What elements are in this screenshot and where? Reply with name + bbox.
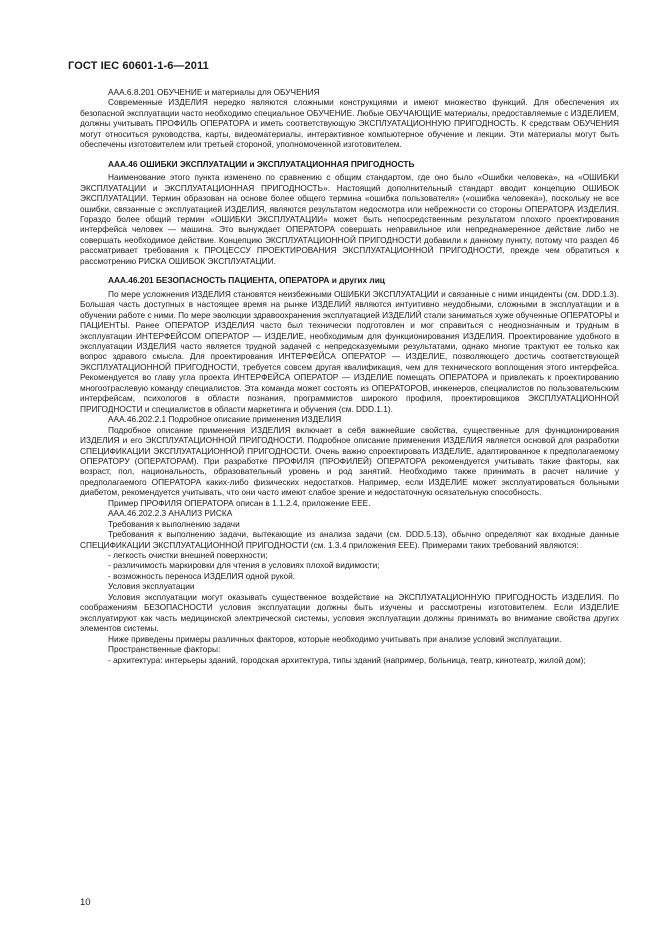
subheading: Требования к выполнению задачи	[108, 518, 240, 529]
subheading: Условия эксплуатации	[108, 581, 195, 592]
paragraph: Подробное описание применения ИЗДЕЛИЯ включает в себя важнейшие свойства, существенные для функционирования ИЗДЕЛИЯ и его ЭКСПЛУАТАЦИОННОЙ ПРИГОДНОСТИ. Подробное описание применения ИЗДЕЛИЯ является основой для разработки СПЕЦИФИКАЦИИ ЭКСПЛУАТАЦИОННОЙ ПРИГОДНОСТИ. Очень важно спроектировать ИЗДЕЛИЕ, адаптированное к предполагаемому ОПЕРАТОРУ (ОПЕРАТОРАМ). При разработке ПРОФИЛЯ (ПРОФИЛЕЙ) ОПЕРАТОРА рекомендуется учитывать такие факторы, как возраст, пол, национальность, образовательный уровень и род занятий. Необходимо также принимать в расчет наличие у предполагаемого ОПЕРАТОРА каких-либо физических недостатков. Например, если ИЗДЕЛИЕ может эксплуатироваться больными диабетом, рекомендуется учитывать, что они часто имеют слабое зрение и недостаточную осязательную способность.	[80, 424, 619, 498]
list-item: - легкость очистки внешней поверхности;	[108, 550, 268, 561]
paragraph: Наименование этого пункта изменено по сравнению с общим стандартом, где оно было «Ошибки человека», на «ОШИБКИ ЭКСПЛУАТАЦИИ и ЭКСПЛУАТАЦИОННАЯ ПРИГОДНОСТЬ». Настоящий дополнительный стандарт вводит концепцию ОШИБОК ЭКСПЛУАТАЦИИ. Термин образован на основе более общего термина «ошибка пользователя» («ошибка человека»), поскольку не все ошибки, связанные с эксплуатацией ИЗДЕЛИЯ, являются результатом недосмотра или небрежности со стороны ОПЕРАТОРА ИЗДЕЛИЯ. Гораздо более общий термин «ОШИБКИ ЭКСПЛУАТАЦИИ» может быть непосредственным результатом плохого проектирования интерфейса человек — машина. Это вынуждает ОПЕРАТОРА совершать неправильное или непреднамеренное действие либо не совершать необходимое действие. Концепцию ЭКСПЛУАТАЦИОННОЙ ПРИГОДНОСТИ добавили к данному пункту, потому что раздел 46 рассматривает требования к ПРОЦЕССУ ПРОЕКТИРОВАНИЯ ЭКСПЛУАТАЦИОННОЙ ПРИГОДНОСТИ, прежде чем обратиться к рассмотрению РИСКА ОШИБОК ЭКСПЛУАТАЦИИ.	[80, 172, 619, 266]
standard-header: ГОСТ IEC 60601-1-6—2011	[68, 60, 209, 72]
list-item: - возможность переноса ИЗДЕЛИЯ одной рукой.	[108, 570, 296, 581]
section-heading: ААА.46.201 БЕЗОПАСНОСТЬ ПАЦИЕНТА, ОПЕРАТОРА и других лиц	[108, 275, 385, 286]
document-body	[80, 87, 619, 665]
section-heading: ААА.46 ОШИБКИ ЭКСПЛУАТАЦИИ и ЭКСПЛУАТАЦИОННАЯ ПРИГОДНОСТЬ	[108, 158, 415, 169]
paragraph: Требования к выполнению задачи, вытекающие из анализа задачи (см. DDD.5.13), обычно определяют как входные данные СПЕЦИФИКАЦИИ ЭКСПЛУАТАЦИОННОЙ ПРИГОДНОСТИ (см. 1.3.4 приложения ЕЕЕ). Примерами таких требований являются:	[80, 529, 619, 550]
subheading: ААА.46.202.2.1 Подробное описание применения ИЗДЕЛИЯ	[108, 414, 342, 425]
subheading: Пример ПРОФИЛЯ ОПЕРАТОРА описан в 1.1.2.4, приложение ЕЕЕ.	[108, 497, 371, 508]
paragraph: Ниже приведены примеры различных факторов, которые необходимо учитывать при анализе условий эксплуатации.	[108, 633, 562, 644]
subheading: Пространственные факторы:	[108, 644, 221, 655]
paragraph: Условия эксплуатации могут оказывать существенное воздействие на ЭКСПЛУАТАЦИОННУЮ ПРИГОДНОСТЬ ИЗДЕЛИЯ. По соображениям БЕЗОПАСНОСТИ условия эксплуатации должны быть изучены и рассмотрены изготовителем. Если ИЗДЕЛИЕ эксплуатируют как часть медицинской электрической системы, условия эксплуатации должны принимать во внимание свойства других элементов системы.	[80, 591, 619, 634]
list-item: - различимость маркировки для чтения в условиях плохой видимости;	[108, 560, 380, 571]
paragraph: - архитектура: интерьеры зданий, городская архитектура, типы зданий (например, больница, театр, кинотеатр, жилой дом);	[108, 654, 586, 665]
subheading: ААА.46.202.2.3 АНАЛИЗ РИСКА	[108, 508, 233, 519]
subheading: ААА.6.8.201 ОБУЧЕНИЕ и материалы для ОБУЧЕНИЯ	[108, 87, 320, 97]
paragraph: Современные ИЗДЕЛИЯ нередко являются сложными конструкциями и имеют множество функций. Для обеспечения их безопасной эксплуатации часто необходимо специальное ОБУЧЕНИЕ. Любые ОБУЧАЮЩИЕ материалы, предоставляемые с ИЗДЕЛИЕМ, должны учитывать ПРОФИЛЬ ОПЕРАТОРА и иметь соответствующую ЭКСПЛУАТАЦИОННУЮ ПРИГОДНОСТЬ. К средствам ОБУЧЕНИЯ могут относиться руководства, карты, видеоматериалы, интерактивное компьютерное обучение и лекции. Эти материалы могут быть обеспечены изготовителем или третьей стороной, уполномоченной изготовителем.	[80, 97, 619, 150]
paragraph: По мере усложнения ИЗДЕЛИЯ становятся неизбежными ОШИБКИ ЭКСПЛУАТАЦИИ и связанные с ними инциденты (см. DDD.1.3). Большая часть доступных в настоящее время на рынке ИЗДЕЛИЙ являются интуитивно неудобными, сложными в эксплуатации и в обучении работе с ними. По мере эволюции здравоохранения эксплуатацией ИЗДЕЛИЙ стали заниматься хуже обученные ОПЕРАТОРЫ и ПАЦИЕНТЫ. Ранее ОПЕРАТОР ИЗДЕЛИЯ часто был технически подготовлен и мог справиться с неоднозначным и трудным в эксплуатации ИНТЕРФЕЙСОМ ОПЕРАТОР — ИЗДЕЛИЕ, необходимым для функционирования ИЗДЕЛИЯ. Проектирование удобного в эксплуатации ИЗДЕЛИЯ часто является трудной задачей с непредсказуемыми результатами, однако многие трактуют ее только как вопрос здравого смысла. Для проектирования ИНТЕРФЕЙСА ОПЕРАТОР — ИЗДЕЛИЕ, позволяющего достичь соответствующей ЭКСПЛУАТАЦИОННОЙ ПРИГОДНОСТИ, требуется совсем другая квалификация, чем для технического воплощения этого интерфейса. Рекомендуется во главу угла проекта ИНТЕРФЕЙСА ОПЕРАТОР — ИЗДЕЛИЕ помещать ОПЕРАТОРА и привлекать к проектированию многоотраслевую команду специалистов. Эта команда может состоять из ОПЕРАТОРОВ, инженеров, специалистов по пользовательским интерфейсам, психологов в области познания, программистов широкого профиля, проектировщиков ЭКСПЛУАТАЦИОННОЙ ПРИГОДНОСТИ и специалистов в области маркетинга и обучения (см. DDD.1.1).	[80, 288, 619, 414]
page-number: 10	[80, 897, 91, 908]
